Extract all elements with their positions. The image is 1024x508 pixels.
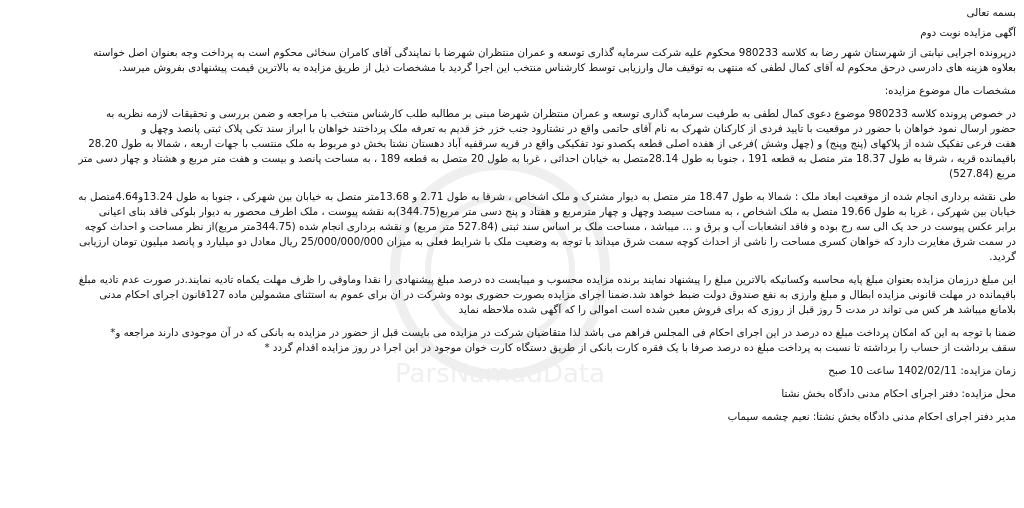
paragraph3-line-1: این مبلغ درزمان مزایده بعنوان مبلغ پایه محاسبه وکسانیکه بالاترین مبلغ را پیشنهاد نمایند برنده مزایده محسوب و میبایست ده درصد مبلغ پیشنهادی را نقدا وماوقی را ظرف مهلت یکماه تادیه نمایند.در صورت عدم تادیه مبلغ [78,274,1016,286]
paragraph4-line-1: ضمنا با توجه به این که امکان پرداخت مبلغ ده درصد در این اجرای احکام فی المجلس فراهم می باشد لذا متقاضیان شرکت در مزایده می بایست قبل از حضور در مزایده به بانکی که در آن موجودی دارند مراجعه و* [110,327,1016,339]
paragraph3-line-2: باقیمانده در مهلت قانونی مزایده ابطال و مبلغ وارزی به نفع صندوق دولت ضبط خواهد شد.ضمنا اجرای مزایده بصورت حضوری بوده وشرکت در ان برای عموم به استثنای مشمولین ماده 127قانون اجرای احکام مدنی [99,289,1016,301]
paragraph2-line-1: طی نقشه برداری انجام شده از موقعیت ابعاد ملک : شمالا به طول 18.47 متر متصل به دیوار مشترک و ملک اشخاص ، شرقا به طول 2.71 و 13.68متر متصل به خیابان بین شهرکی ، جنوبا به طول 13.24و4.64متصل به [78,191,1016,203]
signature-line: مدیر دفتر اجرای احکام مدنی دادگاه بخش نشتا: نعیم چشمه سیماب [727,411,1016,423]
paragraph4-line-2: سقف برداشت از حساب را برداشته تا نسبت به پرداخت مبلغ ده درصد صرفا با یک فقره کارت بانکی از طریق دستگاه کارت خوان موجود در این اجرا در روز مزایده اقدام گردد * [264,342,1016,354]
paragraph2-line-4: در سمت شرق مغایرت دارد که خواهان کسری مساحت را ناشی از احداث کوچه سمت شرق میداند با توجه به وضعیت ملک با شرایط فعلی به میزان 25/000/000/000 ریال معادل دو میلیارد و پانصد میلیون تومان ارزیابی [79,236,1016,248]
intro-line-2: بعلاوه هزینه های دادرسی درحق محکوم له آقای کمال لطفی که منتهی به توقیف مال وارزیابی توسط کارشناس منتخب این اجرا گردید با مشخصات ذیل از طریق مزایده به بالاترین قیمت پیشنهادی بفروش میرسد. [118,62,1016,74]
paragraph2-line-2: خیابان بین شهرکی ، غربا به طول 19.66 متصل به ملک اشخاص ، به مساحت سیصد وچهل و چهار مترمربع و هفتاد و پنج دسی متر مربع(344.75)به نقشه پیوست ، ملک اطرف محصور به دیوار بلوکی فاقد بنای اعیانی [98,206,1016,218]
paragraph1-line-4: باقیمانده قریه ، شرقا به طول 18.37 متر متصل به قطعه 191 ، جنوبا به طول 28.14متصل به خیابان احداثی ، غربا به طول 20 متصل به قطعه 189 ، به مساحت پانصد و بیست و هفت متر مربع و هشتاد و چهار دسی متر [78,153,1016,165]
paragraph2-line-5: گردید. [989,251,1016,263]
auction-place: محل مزایده: دفتر اجرای احکام مدنی دادگاه بخش نشتا [781,388,1016,400]
specs-heading: مشخصات مال موضوع مزایده: [884,85,1016,97]
watermark-text: ParsNamadData [395,359,605,389]
paragraph1-line-5: مربع (527.84) [949,168,1016,180]
header-invocation: بسمه تعالی [966,7,1016,19]
paragraph1-line-2: حضور ارسال نمود خواهان با حضور در موقعیت با تایید فردی از کارکنان شهرک به نام آقای حاتمی واقع در نشتارود جنب خزر خز قدیم به تعرفه ملک پرداختند خواهان با ابراز سند تکی پلاک ثبتی پانصد وچهل و [141,123,1016,135]
notice-title: آگهی مزایده نوبت دوم [920,27,1016,39]
paragraph1-line-1: در خصوص پرونده کلاسه 980233 موضوع دعوی کمال لطفی به طرفیت سرمایه گذاری توسعه و عمران منتظران شهرضا مبنی بر مطالبه طلب کارشناس منتخب با مراجعه و ضمن بررسی و تحقیقات لازمه نظریه به [106,108,1016,120]
paragraph2-line-3: برابر عکس پیوست در حد یک الی سه رج بوده و فاقد انشعابات آب و برق و ... میباشد ، مساحت ملک بر اساس سند ثبتی (527.84 متر مربع) و نقشه برداری انجام شده (344.75متر مربع)از نظر مساحت و احداث کوچه [84,221,1016,233]
paragraph3-line-3: بلامانع میباشد هر کس می تواند در مدت 5 روز قبل از روزی که برای فروش معین شده است اموالی را که آگهی شده ملاحظه نماید [458,304,1016,316]
intro-line-1: درپرونده اجرایی نیابتی از شهرستان شهر رضا به کلاسه 980233 محکوم علیه شرکت سرمایه گذاری توسعه و عمران منتظران شهرضا با نمایندگی آقای کامران سخائی محکوم است به پرداخت وجه بعنوان اصل خواسته [93,47,1016,59]
paragraph1-line-3: هفت فرعی تفکیک شده از پلاکهای (پنج وپنج) و (چهل وشش )فرعی از هفده اصلی قطعه یکصدو نود تفکیکی واقع در قریه سرقفیه آباد دهستان نشتا بخش دو مربوط به ملک منتسب با جهات اربعه ، شمالا به طول 28.20 [88,138,1016,150]
auction-time: زمان مزایده: 1402/02/11 ساعت 10 صبح [828,365,1016,377]
